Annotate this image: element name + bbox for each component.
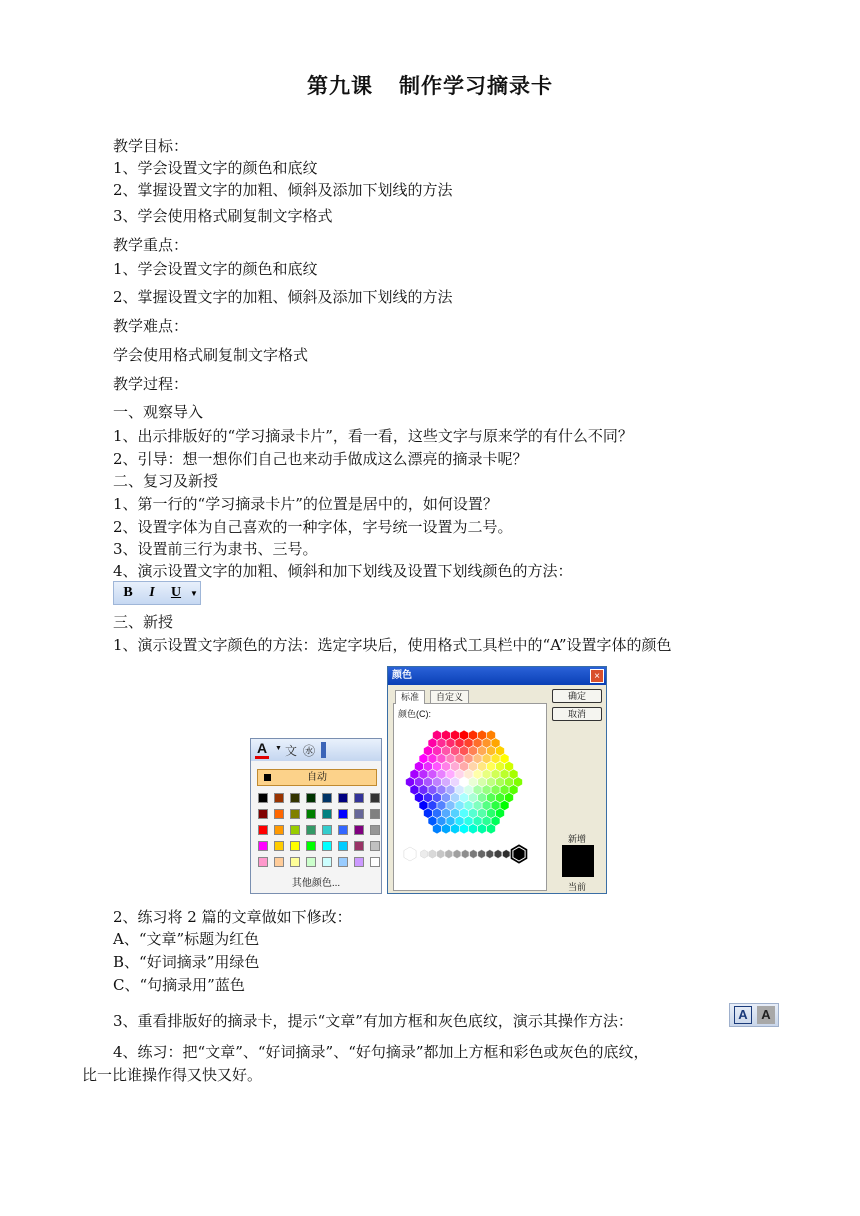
- color-swatch[interactable]: [274, 809, 284, 819]
- toolbar-handle-icon: [321, 742, 326, 758]
- text-line: 2、引导：想一想你们自己也来动手做成这么漂亮的摘录卡呢？: [113, 450, 528, 468]
- text-line: 学会使用格式刷复制文字格式: [113, 346, 309, 364]
- text-line: A、“文章”标题为红色: [113, 930, 260, 948]
- text-line: 4、练习：把“文章”、“好词摘录”、“好句摘录”都加上方框和彩色或灰色的底纹，: [113, 1043, 649, 1061]
- hex-color-cell[interactable]: [496, 762, 504, 772]
- color-swatch[interactable]: [338, 825, 348, 835]
- hex-color-cell[interactable]: [433, 730, 441, 740]
- color-swatch[interactable]: [306, 841, 316, 851]
- hex-color-cell[interactable]: [433, 793, 441, 803]
- hex-color-cell[interactable]: [496, 746, 504, 756]
- hex-color-cell[interactable]: [500, 769, 508, 779]
- automatic-color-swatch: [264, 774, 271, 781]
- hex-color-cell[interactable]: [446, 785, 454, 795]
- hex-color-cell[interactable]: [469, 730, 477, 740]
- color-swatch[interactable]: [370, 793, 380, 803]
- text-line: 2、掌握设置文字的加粗、倾斜及添加下划线的方法: [113, 288, 453, 306]
- hex-color-cell[interactable]: [455, 754, 463, 764]
- hex-color-cell[interactable]: [433, 777, 441, 787]
- text-line: 教学重点：: [113, 236, 189, 254]
- new-color-preview: [562, 845, 594, 877]
- text-line: 2、练习将 2 篇的文章做如下修改：: [113, 908, 352, 926]
- hex-color-cell[interactable]: [478, 793, 486, 803]
- color-swatch[interactable]: [354, 809, 364, 819]
- hex-color-cell[interactable]: [455, 738, 463, 748]
- phonetic-guide-icon[interactable]: 文: [285, 744, 298, 758]
- color-swatch[interactable]: [322, 825, 332, 835]
- tab-custom[interactable]: 自定义: [430, 690, 469, 704]
- color-swatch[interactable]: [258, 825, 268, 835]
- hex-color-cell[interactable]: [455, 816, 463, 826]
- hex-color-cell[interactable]: [428, 738, 436, 748]
- hex-color-cell[interactable]: [442, 777, 450, 787]
- hex-color-cell[interactable]: [433, 808, 441, 818]
- text-line: B、“好词摘录”用绿色: [113, 953, 260, 971]
- hex-color-cell[interactable]: [460, 808, 468, 818]
- hex-color-cell[interactable]: [464, 801, 472, 811]
- hex-color-cell[interactable]: [478, 762, 486, 772]
- text-line: 3、学会使用格式刷复制文字格式: [113, 207, 333, 225]
- hex-color-cell[interactable]: [460, 730, 468, 740]
- hex-color-cell[interactable]: [505, 777, 513, 787]
- hex-color-cell[interactable]: [496, 793, 504, 803]
- hex-color-cell[interactable]: [442, 793, 450, 803]
- hex-color-cell[interactable]: [455, 785, 463, 795]
- color-swatch[interactable]: [290, 809, 300, 819]
- hex-color-cell[interactable]: [455, 769, 463, 779]
- hex-color-cell[interactable]: [473, 738, 481, 748]
- text-line: 2、掌握设置文字的加粗、倾斜及添加下划线的方法: [113, 181, 453, 199]
- text-line: 1、学会设置文字的颜色和底纹: [113, 260, 318, 278]
- hex-color-cell[interactable]: [451, 762, 459, 772]
- hex-color-cell[interactable]: [428, 785, 436, 795]
- color-swatch[interactable]: [290, 841, 300, 851]
- hex-color-cell[interactable]: [469, 793, 477, 803]
- gray-color-cell[interactable]: [437, 850, 444, 858]
- hex-color-cell[interactable]: [446, 754, 454, 764]
- hex-color-cell[interactable]: [419, 754, 427, 764]
- text-line: 1、演示设置文字颜色的方法：选定字块后，使用格式工具栏中的“A”设置字体的颜色: [113, 636, 672, 654]
- text-line: 一、观察导入: [113, 403, 204, 421]
- hex-color-cell[interactable]: [442, 808, 450, 818]
- text-line: 3、设置前三行为隶书、三号。: [113, 540, 318, 558]
- text-line: 教学难点：: [113, 317, 189, 335]
- hex-color-cell[interactable]: [496, 808, 504, 818]
- hex-color-cell[interactable]: [424, 793, 432, 803]
- hex-color-cell[interactable]: [473, 769, 481, 779]
- font-color-icon[interactable]: A: [255, 741, 269, 759]
- hex-color-cell[interactable]: [478, 777, 486, 787]
- color-swatch[interactable]: [354, 793, 364, 803]
- hex-color-cell[interactable]: [419, 769, 427, 779]
- standard-colors-panel: [393, 703, 547, 891]
- color-swatch[interactable]: [354, 857, 364, 867]
- color-swatch[interactable]: [322, 857, 332, 867]
- color-swatch[interactable]: [338, 809, 348, 819]
- hex-color-cell[interactable]: [437, 738, 445, 748]
- hex-color-cell[interactable]: [487, 808, 495, 818]
- hex-color-cell[interactable]: [415, 793, 423, 803]
- color-swatch[interactable]: [290, 793, 300, 803]
- hex-color-cell[interactable]: [451, 824, 459, 834]
- hex-color-cell[interactable]: [451, 746, 459, 756]
- tab-standard[interactable]: 标准: [395, 690, 425, 704]
- hex-color-cell[interactable]: [487, 746, 495, 756]
- hex-color-cell[interactable]: [460, 746, 468, 756]
- hex-color-cell[interactable]: [424, 808, 432, 818]
- color-dialog: [387, 666, 607, 894]
- color-swatch[interactable]: [274, 793, 284, 803]
- text-line: 二、复习及新授: [113, 472, 219, 490]
- hex-color-cell[interactable]: [491, 801, 499, 811]
- color-swatch[interactable]: [370, 825, 380, 835]
- hex-color-cell[interactable]: [428, 754, 436, 764]
- gray-color-cell[interactable]: [421, 850, 428, 858]
- color-swatch[interactable]: [274, 841, 284, 851]
- color-swatch[interactable]: [258, 809, 268, 819]
- text-line: 2、设置字体为自己喜欢的一种字体，字号统一设置为二号。: [113, 518, 513, 536]
- hex-color-cell[interactable]: [460, 793, 468, 803]
- hex-color-cell[interactable]: [428, 769, 436, 779]
- text-line: 1、第一行的“学习摘录卡片”的位置是居中的，如何设置？: [113, 495, 498, 513]
- hex-color-cell[interactable]: [469, 746, 477, 756]
- gray-color-cell[interactable]: [486, 850, 493, 858]
- hex-color-cell[interactable]: [491, 769, 499, 779]
- new-color-label: 新增: [568, 834, 587, 844]
- hex-color-cell[interactable]: [451, 730, 459, 740]
- color-swatch[interactable]: [274, 825, 284, 835]
- hex-color-cell[interactable]: [464, 785, 472, 795]
- hex-color-cell[interactable]: [428, 801, 436, 811]
- colors-label: 颜色(C):: [398, 709, 431, 719]
- hex-color-cell[interactable]: [464, 816, 472, 826]
- more-colors-option[interactable]: 其他颜色...: [291, 878, 341, 889]
- hex-color-cell[interactable]: [442, 762, 450, 772]
- color-swatch[interactable]: [290, 825, 300, 835]
- gray-color-cell[interactable]: [404, 847, 416, 861]
- text-line: 比一比谁操作得又快又好。: [82, 1066, 263, 1084]
- font-color-palette: [250, 738, 382, 894]
- hex-color-cell[interactable]: [478, 808, 486, 818]
- hex-color-cell[interactable]: [500, 801, 508, 811]
- hex-color-cell[interactable]: [469, 762, 477, 772]
- hex-color-cell[interactable]: [442, 730, 450, 740]
- hex-color-cell[interactable]: [415, 762, 423, 772]
- color-swatch[interactable]: [306, 809, 316, 819]
- hex-color-cell[interactable]: [460, 762, 468, 772]
- hex-color-cell[interactable]: [424, 777, 432, 787]
- hex-color-cell[interactable]: [478, 746, 486, 756]
- text-line: 4、演示设置文字的加粗、倾斜和加下划线及设置下划线颜色的方法：: [113, 562, 573, 580]
- hex-color-cell[interactable]: [482, 816, 490, 826]
- gray-color-cell[interactable]: [494, 850, 501, 858]
- cancel-button[interactable]: 取消: [552, 707, 602, 721]
- hex-color-cell[interactable]: [487, 793, 495, 803]
- hexagon-color-picker[interactable]: [394, 704, 546, 890]
- hex-color-cell[interactable]: [487, 730, 495, 740]
- selection-highlight: [513, 847, 525, 861]
- hex-color-cell[interactable]: [469, 808, 477, 818]
- hex-color-cell[interactable]: [442, 746, 450, 756]
- text-line: 三、新授: [113, 613, 174, 631]
- palette-toolbar: [251, 739, 381, 761]
- color-swatch[interactable]: [258, 841, 268, 851]
- page-title: 第九课 制作学习摘录卡: [307, 73, 553, 98]
- color-swatch[interactable]: [306, 857, 316, 867]
- hex-color-cell[interactable]: [482, 769, 490, 779]
- hex-color-cell[interactable]: [406, 777, 414, 787]
- hex-color-cell[interactable]: [469, 777, 477, 787]
- text-line: C、“句摘录用”蓝色: [113, 976, 245, 994]
- color-swatch[interactable]: [322, 793, 332, 803]
- color-swatch[interactable]: [354, 841, 364, 851]
- hex-color-cell[interactable]: [473, 754, 481, 764]
- hex-color-cell[interactable]: [482, 754, 490, 764]
- color-swatch[interactable]: [322, 809, 332, 819]
- enclosed-character-icon[interactable]: ㊌: [303, 744, 316, 758]
- gray-color-cell[interactable]: [453, 850, 460, 858]
- hex-color-cell[interactable]: [451, 808, 459, 818]
- color-swatch[interactable]: [370, 841, 380, 851]
- hex-color-cell[interactable]: [451, 777, 459, 787]
- color-swatch[interactable]: [338, 841, 348, 851]
- gray-color-cell[interactable]: [462, 850, 469, 858]
- hex-color-cell[interactable]: [446, 738, 454, 748]
- hex-color-cell[interactable]: [437, 801, 445, 811]
- gray-color-cell[interactable]: [445, 850, 452, 858]
- hex-color-cell[interactable]: [433, 824, 441, 834]
- hex-color-cell[interactable]: [455, 801, 463, 811]
- chevron-down-icon[interactable]: ▼: [275, 745, 282, 752]
- underline-button[interactable]: U: [170, 585, 182, 600]
- color-swatch[interactable]: [338, 857, 348, 867]
- hex-color-cell[interactable]: [446, 816, 454, 826]
- text-line: 教学过程：: [113, 375, 189, 393]
- hex-color-cell[interactable]: [410, 785, 418, 795]
- hex-color-cell[interactable]: [509, 785, 517, 795]
- color-swatch[interactable]: [354, 825, 364, 835]
- color-swatch[interactable]: [306, 825, 316, 835]
- bold-button[interactable]: B: [123, 585, 133, 600]
- text-line: 3、重看排版好的摘录卡，提示“文章”有加方框和灰色底纹，演示其操作方法：: [113, 1012, 633, 1030]
- gray-color-cell[interactable]: [478, 850, 485, 858]
- hex-color-cell[interactable]: [437, 754, 445, 764]
- ok-button[interactable]: 确定: [552, 689, 602, 703]
- hex-color-cell[interactable]: [491, 754, 499, 764]
- hex-color-cell[interactable]: [509, 769, 517, 779]
- hex-color-cell[interactable]: [482, 738, 490, 748]
- hex-color-cell[interactable]: [460, 824, 468, 834]
- hex-color-cell[interactable]: [487, 777, 495, 787]
- hex-color-cell[interactable]: [433, 746, 441, 756]
- hex-color-cell[interactable]: [496, 777, 504, 787]
- hex-color-cell[interactable]: [478, 730, 486, 740]
- hex-color-cell[interactable]: [487, 824, 495, 834]
- color-swatch[interactable]: [370, 857, 380, 867]
- color-swatch[interactable]: [306, 793, 316, 803]
- hex-color-cell[interactable]: [419, 801, 427, 811]
- hex-color-cell[interactable]: [446, 769, 454, 779]
- hex-color-cell[interactable]: [487, 762, 495, 772]
- color-swatch[interactable]: [290, 857, 300, 867]
- bold-italic-underline-toolbar: [113, 581, 201, 605]
- character-shading-icon[interactable]: A: [757, 1006, 775, 1024]
- hex-color-cell[interactable]: [446, 801, 454, 811]
- dialog-title: 颜色: [388, 667, 606, 685]
- hex-color-cell[interactable]: [482, 785, 490, 795]
- close-icon[interactable]: ×: [590, 669, 604, 683]
- hex-color-cell[interactable]: [505, 793, 513, 803]
- hex-color-cell[interactable]: [464, 738, 472, 748]
- gray-color-cell[interactable]: [429, 850, 436, 858]
- hex-color-cell[interactable]: [464, 754, 472, 764]
- hex-color-cell[interactable]: [428, 816, 436, 826]
- text-line: 1、出示排版好的“学习摘录卡片”，看一看，这些文字与原来学的有什么不同？: [113, 427, 633, 445]
- hex-color-cell[interactable]: [437, 769, 445, 779]
- automatic-color-option[interactable]: 自动: [257, 769, 377, 786]
- hex-color-cell[interactable]: [491, 738, 499, 748]
- color-swatch[interactable]: [258, 857, 268, 867]
- hex-color-cell[interactable]: [460, 777, 468, 787]
- gray-color-cell[interactable]: [470, 850, 477, 858]
- gray-color-cell[interactable]: [503, 850, 510, 858]
- hex-color-cell[interactable]: [424, 762, 432, 772]
- hex-color-cell[interactable]: [473, 801, 481, 811]
- text-line: 1、学会设置文字的颜色和底纹: [113, 159, 318, 177]
- color-swatch[interactable]: [338, 793, 348, 803]
- hex-color-cell[interactable]: [500, 754, 508, 764]
- hex-color-cell[interactable]: [437, 816, 445, 826]
- hex-color-cell[interactable]: [505, 762, 513, 772]
- hex-color-cell[interactable]: [473, 816, 481, 826]
- hex-color-cell[interactable]: [424, 746, 432, 756]
- hex-color-cell[interactable]: [469, 824, 477, 834]
- hex-color-cell[interactable]: [491, 785, 499, 795]
- italic-button[interactable]: I: [149, 585, 155, 600]
- text-line: 教学目标：: [113, 137, 189, 155]
- hex-color-cell[interactable]: [478, 824, 486, 834]
- color-swatch-grid: [258, 793, 380, 867]
- hex-color-cell[interactable]: [437, 785, 445, 795]
- chevron-down-icon[interactable]: ▼: [190, 588, 198, 598]
- hex-color-cell[interactable]: [473, 785, 481, 795]
- character-border-icon[interactable]: A: [734, 1006, 752, 1024]
- hex-color-cell[interactable]: [482, 801, 490, 811]
- current-color-label: 当前: [568, 882, 587, 892]
- hex-color-cell[interactable]: [410, 769, 418, 779]
- color-swatch[interactable]: [370, 809, 380, 819]
- hex-color-cell[interactable]: [419, 785, 427, 795]
- hex-color-cell[interactable]: [433, 762, 441, 772]
- border-shading-toolbar: [729, 1003, 779, 1027]
- hex-color-cell[interactable]: [514, 777, 522, 787]
- hex-color-cell[interactable]: [415, 777, 423, 787]
- hex-color-cell[interactable]: [464, 769, 472, 779]
- hex-color-cell[interactable]: [442, 824, 450, 834]
- color-swatch[interactable]: [322, 841, 332, 851]
- color-swatch[interactable]: [274, 857, 284, 867]
- hex-color-cell[interactable]: [451, 793, 459, 803]
- hex-color-cell[interactable]: [500, 785, 508, 795]
- hex-color-cell[interactable]: [491, 816, 499, 826]
- color-swatch[interactable]: [258, 793, 268, 803]
